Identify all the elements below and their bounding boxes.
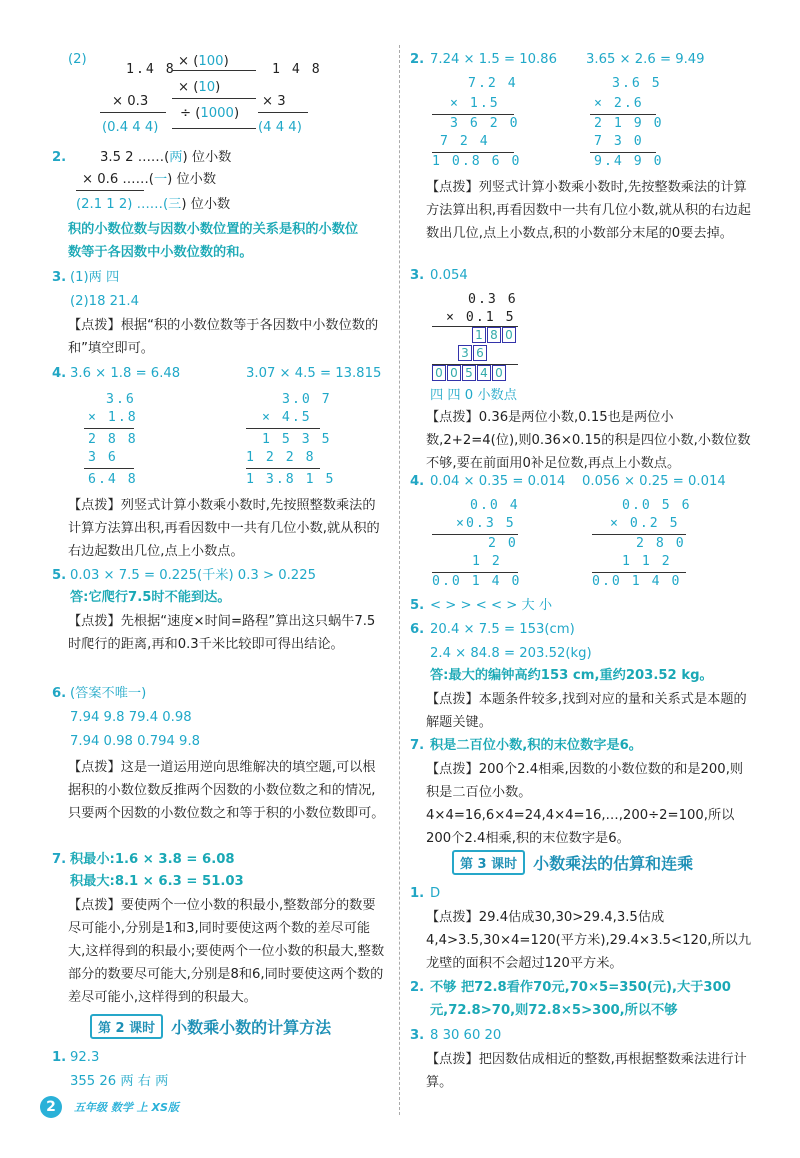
- row2-b: × 3: [262, 94, 286, 109]
- r6-tip: 【点拨】本题条件较多,找到对应的量和关系式是本题的解题关键。: [426, 692, 747, 730]
- r5-a: < > > < < > 大 小: [430, 598, 553, 613]
- digit-box: 3: [458, 345, 472, 361]
- row4-a: (0.4 4 4): [102, 120, 159, 135]
- l3-2-a: 不够 把72.8看作70元,70×5=350(元),大于300元,72.8>70,则72.8×5>300,所以不够: [430, 980, 731, 1018]
- arrow-right-1: [172, 70, 256, 71]
- v6-line: 1 2: [472, 554, 502, 569]
- lesson-2-header: [90, 1014, 331, 1038]
- s5-answer: 答:它爬行7.5时不能到达。: [70, 590, 231, 605]
- v3-line: 1 0.8 6 0: [432, 154, 522, 169]
- lesson-3-header: [452, 850, 693, 874]
- s5-a: 0.03 × 7.5 = 0.225(千米) 0.3 > 0.225: [70, 568, 316, 583]
- rule: [246, 468, 320, 469]
- arrow-left: [172, 128, 256, 129]
- row1-b: 1 4 8: [272, 62, 322, 77]
- footer-text: 五年级 数学 上 XS版: [74, 1101, 179, 1114]
- v4-line: 2 1 9 0: [594, 116, 664, 131]
- v2-line: × 4.5: [262, 410, 312, 425]
- l3-1-a: D: [430, 886, 441, 901]
- s5-tip: 【点拨】先根据“速度×时间=路程”算出这只蜗牛7.5时爬行的距离,再和0.3千米比较即可得出结论。: [68, 614, 376, 652]
- r6-b: 2.4 × 84.8 = 203.52(kg): [430, 646, 592, 661]
- v1-line: 3 6: [88, 450, 118, 465]
- rule: [246, 428, 320, 429]
- v2-line: 1 3.8 1 5: [246, 472, 336, 487]
- lesson-tag: 第 2 课时: [90, 1014, 163, 1039]
- s6-a: (答案不唯一): [70, 686, 147, 701]
- q-number: 2.: [52, 150, 67, 165]
- r7-tip: 【点拨】200个2.4相乘,因数的小数位数的和是200,则积是二百位小数。4×4=16,6×4=24,4×4=16,…,200÷2=100,所以200个2.4相乘,积的末位数字是6。: [426, 762, 744, 846]
- v7-line: 2 8 0: [636, 536, 686, 551]
- digit-box: 5: [462, 365, 476, 381]
- q-number: 2.: [410, 980, 425, 995]
- v5-boxes-1: [472, 326, 517, 346]
- s6-b: 7.94 9.8 79.4 0.98: [70, 710, 192, 725]
- v3-line: 3 6 2 0: [450, 116, 520, 131]
- v1-line: 2 8 8: [88, 432, 138, 447]
- l3-3-tip: 【点拨】把因数估成相近的整数,再根据整数乘法进行计算。: [426, 1052, 747, 1090]
- r3-tip: 【点拨】0.36是两位小数,0.15也是两位小数,2+2=4(位),则0.36×0.15的积是四位小数,小数位数不够,要在前面用0补足位数,再点上小数点。: [426, 410, 751, 471]
- v7-line: 0.0 5 6: [622, 498, 692, 513]
- digit-box: 0: [432, 365, 446, 381]
- s3-tip: 【点拨】根据“积的小数位数等于各因数中小数位数的和”填空即可。: [68, 318, 379, 356]
- s6-c: 7.94 0.98 0.794 9.8: [70, 734, 201, 749]
- lesson-tag: 第 3 课时: [452, 850, 525, 875]
- digit-box: 0: [492, 365, 506, 381]
- digit-box: 4: [477, 365, 491, 381]
- q-number: 6.: [52, 686, 67, 701]
- v3-line: × 1.5: [450, 96, 500, 111]
- s4-a: 3.6 × 1.8 = 6.48: [70, 366, 181, 381]
- v4-line: 3.6 5: [612, 76, 662, 91]
- rule: [84, 428, 134, 429]
- row4-b: (4 4 4): [258, 120, 302, 135]
- s7-a: 积最小:1.6 × 3.8 = 6.08: [70, 852, 235, 867]
- q-number: 2.: [410, 52, 425, 67]
- row2-a: × 0.3: [112, 94, 149, 109]
- r2-b: 3.65 × 2.6 = 9.49: [586, 52, 705, 67]
- v5-boxes-3: [432, 364, 507, 384]
- l3-1-tip: 【点拨】29.4估成30,30>29.4,3.5估成4,4>3.5,30×4=120(平方米),29.4×3.5<120,所以九龙壁的面积不会超过120平方米。: [426, 910, 752, 971]
- page-footer: [40, 1096, 179, 1118]
- r2-tip: 【点拨】列竖式计算小数乘小数时,先按整数乘法的计算方法算出积,再看因数中一共有几位小数,就从积的右边起数出几位,点上小数点,积的小数部分末尾的0要去掉。: [426, 180, 751, 241]
- r3-a: 0.054: [430, 268, 468, 283]
- s3-a: (1)两 四: [70, 270, 120, 285]
- v3-line: 7 2 4: [440, 134, 490, 149]
- l3-3-a: 8 30 60 20: [430, 1028, 502, 1043]
- s4-tip: 【点拨】列竖式计算小数乘小数时,先按照整数乘法的计算方法算出积,再看因数中一共有几位小数,就从积的右边起数出几位,点上小数点。: [68, 498, 380, 559]
- r3-b: 四 四 0 小数点: [430, 388, 517, 403]
- rule: [76, 190, 144, 191]
- s4-b: 3.07 × 4.5 = 13.815: [246, 366, 382, 381]
- q-number: 1.: [52, 1050, 67, 1065]
- v4-line: 7 3 0: [594, 134, 644, 149]
- s2-line3: (2.1 1 2) ……(三) 位小数: [76, 197, 231, 212]
- digit-box: 6: [473, 345, 487, 361]
- q-number: 7.: [52, 852, 67, 867]
- r7-a: 积是二百位小数,积的末位数字是6。: [430, 738, 642, 753]
- q-number: 5.: [410, 598, 425, 613]
- r6-a: 20.4 × 7.5 = 153(cm): [430, 622, 575, 637]
- arrow-right-2: [172, 98, 256, 99]
- digit-box: 0: [502, 327, 516, 343]
- row3-op: ÷ (1000): [180, 106, 240, 121]
- v6-line: 0.0 4: [470, 498, 520, 513]
- s2-note: 积的小数位数与因数小数位置的关系是积的小数位: [68, 222, 359, 237]
- digit-box: 0: [447, 365, 461, 381]
- s2-line1: 3.5 2 ……(两) 位小数: [100, 150, 232, 165]
- l2-1-a: 92.3: [70, 1050, 100, 1065]
- q-number: 5.: [52, 568, 67, 583]
- v7-line: 1 1 2: [622, 554, 672, 569]
- v1-line: × 1.8: [88, 410, 138, 425]
- v5-boxes-2: [458, 344, 488, 364]
- s6-tip: 【点拨】这是一道运用逆向思维解决的填空题,可以根据积的小数位数反推两个因数的小数位数之和的情况,只要两个因数的小数位数之和等于积的小数位数即可。: [68, 760, 385, 821]
- r4-a: 0.04 × 0.35 = 0.014: [430, 474, 566, 489]
- l2-1-b: 355 26 两 右 两: [70, 1074, 169, 1089]
- r2-a: 7.24 × 1.5 = 10.86: [430, 52, 557, 67]
- v6-line: 0.0 1 4 0: [432, 574, 522, 589]
- s2-note: 数等于各因数中小数位数的和。: [68, 245, 253, 260]
- v1-line: 3.6: [106, 392, 136, 407]
- v5-line: × 0.1 5: [446, 310, 516, 325]
- s3-b: (2)18 21.4: [70, 294, 140, 309]
- v7-line: 0.0 1 4 0: [592, 574, 682, 589]
- q-number: 3.: [410, 268, 425, 283]
- rule: [100, 112, 166, 113]
- r4-b: 0.056 × 0.25 = 0.014: [582, 474, 726, 489]
- q-number: 4.: [410, 474, 425, 489]
- row1-a: 1.4 8: [126, 62, 176, 77]
- s7-tip: 【点拨】要使两个一位小数的积最小,整数部分的数要尽可能小,分别是1和3,同时要使这两个数的差尽可能大,这样得到的积最小;要使两个一位小数的积最大,整数部分的数要尽可能大,分别是8和6,同时要使这两个数的差尽可能小,这样得到的积最大。: [68, 898, 385, 1005]
- q-number: 3.: [52, 270, 67, 285]
- r6-answer: 答:最大的编钟高约153 cm,重约203.52 kg。: [430, 668, 713, 683]
- row2-op: × (10): [178, 80, 221, 95]
- v6-line: ×0.3 5: [456, 516, 516, 531]
- q2-label: (2): [68, 52, 87, 67]
- rule: [84, 468, 134, 469]
- q-number: 7.: [410, 738, 425, 753]
- v6-line: 2 0: [488, 536, 518, 551]
- v5-line: 0.3 6: [468, 292, 518, 307]
- s7-b: 积最大:8.1 × 6.3 = 51.03: [70, 874, 244, 889]
- v1-line: 6.4 8: [88, 472, 138, 487]
- v2-line: 1 5 3 5: [262, 432, 332, 447]
- lesson-title: 小数乘法的估算和连乘: [533, 853, 694, 873]
- v3-line: 7.2 4: [468, 76, 518, 91]
- page-number: 2: [40, 1096, 62, 1118]
- column-divider: [399, 45, 400, 1115]
- v2-line: 1 2 2 8: [246, 450, 316, 465]
- digit-box: 8: [487, 327, 501, 343]
- lesson-title: 小数乘小数的计算方法: [171, 1017, 332, 1037]
- v7-line: × 0.2 5: [610, 516, 680, 531]
- digit-box: 1: [472, 327, 486, 343]
- q-number: 3.: [410, 1028, 425, 1043]
- q-number: 6.: [410, 622, 425, 637]
- v2-line: 3.0 7: [282, 392, 332, 407]
- v4-line: 9.4 9 0: [594, 154, 664, 169]
- q-number: 4.: [52, 366, 67, 381]
- s2-line2: × 0.6 ……(一) 位小数: [82, 172, 217, 187]
- v4-line: × 2.6: [594, 96, 644, 111]
- row1-op: × (100): [178, 54, 229, 69]
- rule: [258, 112, 308, 113]
- q-number: 1.: [410, 886, 425, 901]
